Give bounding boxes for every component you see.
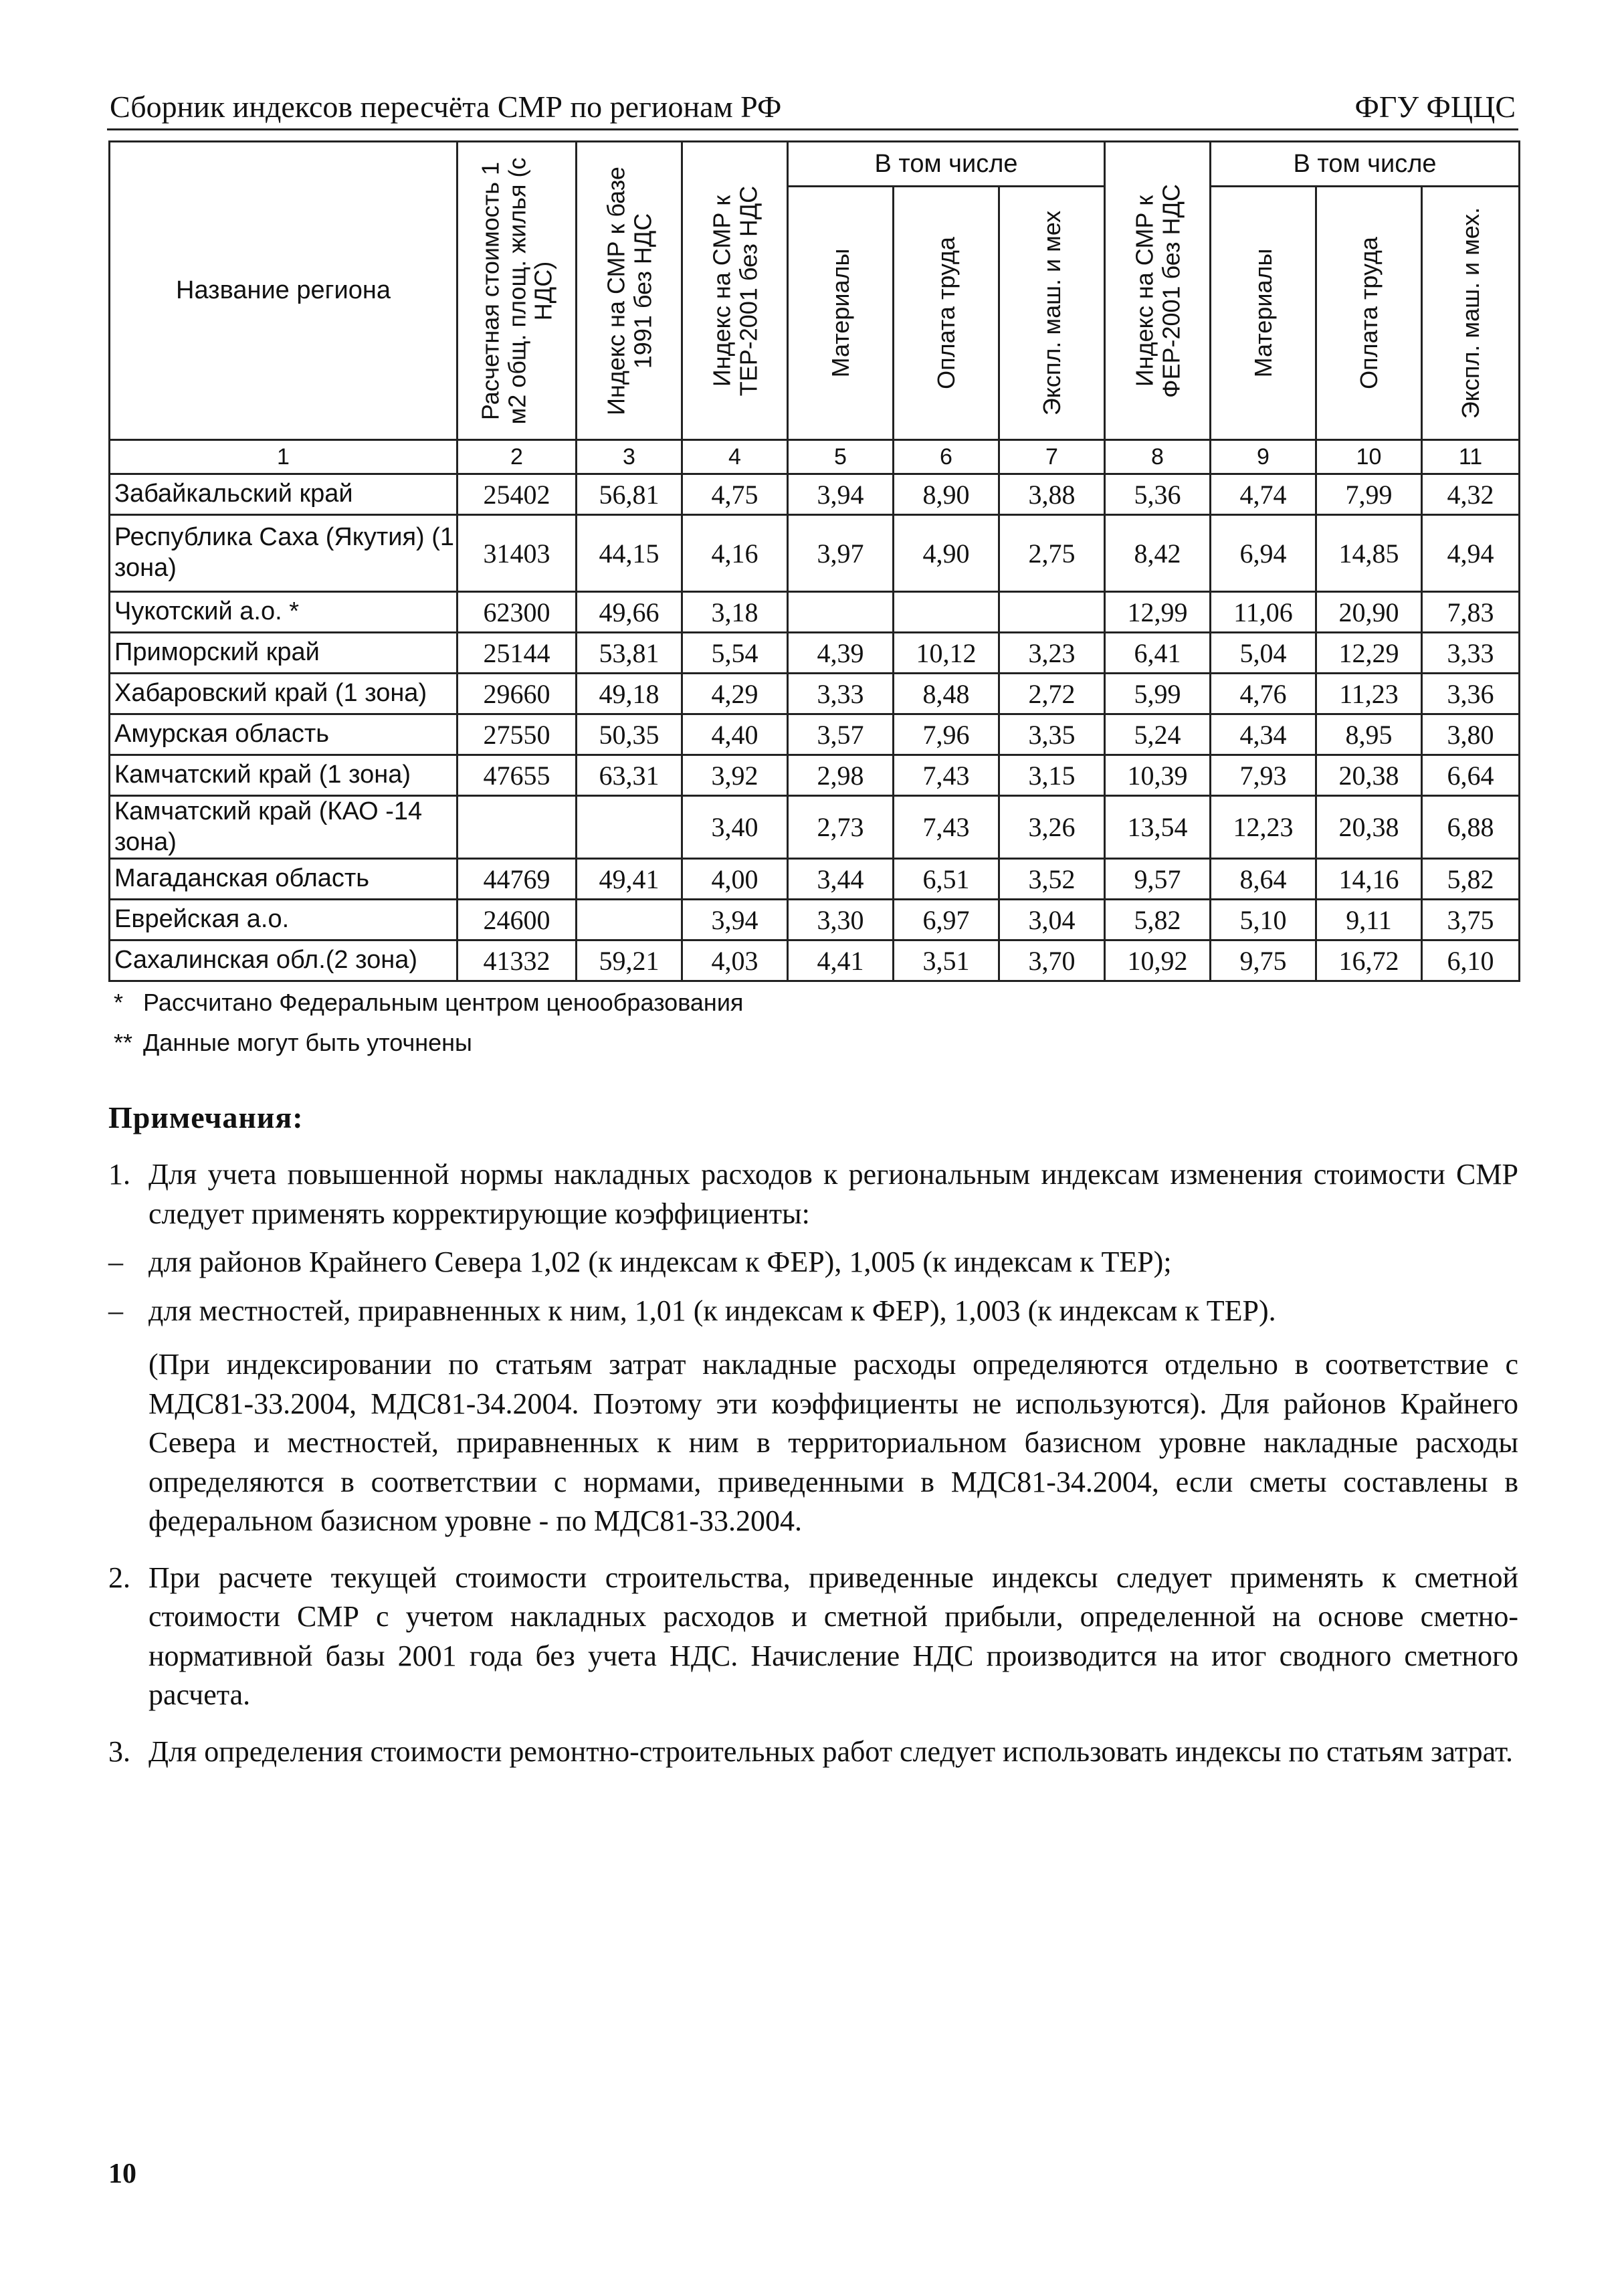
note-dash-item: – для районов Крайнего Севера 1,02 (к индексам к ФЕР), 1,005 (к индексам к ТЕР); bbox=[108, 1243, 1518, 1282]
footnote bbox=[114, 989, 743, 1017]
table-cell: 8,90 bbox=[894, 474, 999, 515]
table-row bbox=[110, 515, 1520, 592]
table-cell: 41332 bbox=[458, 940, 577, 981]
table-cell: 9,75 bbox=[1211, 940, 1316, 981]
col-number: 11 bbox=[1422, 440, 1520, 474]
notes-title: Примечания: bbox=[108, 1100, 304, 1134]
col-number: 2 bbox=[458, 440, 577, 474]
table-cell: 14,85 bbox=[1316, 515, 1422, 592]
table-cell: 9,57 bbox=[1105, 859, 1211, 900]
note-1-text: Для учета повышенной нормы накладных расходов к региональным индексам изменения стоимости СМР следует применять корректирующие коэффициенты: bbox=[148, 1158, 1518, 1230]
table-cell: 4,39 bbox=[788, 633, 894, 674]
table-cell: 3,18 bbox=[682, 592, 788, 633]
table-cell: 4,29 bbox=[682, 674, 788, 714]
table-cell: 4,41 bbox=[788, 940, 894, 981]
footnote bbox=[114, 1029, 743, 1057]
note-item: 2. При расчете текущей стоимости строительства, приведенные индексы следует применять к сметной стоимости СМР с учетом накладных расходов и сметной прибыли, определенной на основе сметно-нормативной базы 2001 года без учета НДС. Начисление НДС производится на итог сводного сметного расчета. bbox=[108, 1559, 1518, 1715]
header-cost-m2: Расчетная стоимость 1 м2 общ. площ. жилья (с НДС) bbox=[458, 142, 577, 440]
table-cell: 7,96 bbox=[894, 714, 999, 755]
table-cell: 7,43 bbox=[894, 755, 999, 796]
region-name: Амурская область bbox=[110, 714, 458, 755]
table-cell: 14,16 bbox=[1316, 859, 1422, 900]
table-cell: 49,66 bbox=[577, 592, 682, 633]
table-cell: 5,82 bbox=[1422, 859, 1520, 900]
table-cell bbox=[458, 796, 577, 859]
table-cell: 7,93 bbox=[1211, 755, 1316, 796]
table-cell: 3,80 bbox=[1422, 714, 1520, 755]
table-cell bbox=[788, 592, 894, 633]
table-cell: 24600 bbox=[458, 900, 577, 940]
table-cell: 11,06 bbox=[1211, 592, 1316, 633]
col-number: 5 bbox=[788, 440, 894, 474]
region-name: Магаданская область bbox=[110, 859, 458, 900]
table-cell bbox=[999, 592, 1105, 633]
table-cell: 4,74 bbox=[1211, 474, 1316, 515]
table-cell: 2,75 bbox=[999, 515, 1105, 592]
table-cell: 3,04 bbox=[999, 900, 1105, 940]
table-cell: 5,82 bbox=[1105, 900, 1211, 940]
region-name: Камчатский край (КАО -14 зона) bbox=[110, 796, 458, 859]
footnotes bbox=[114, 989, 743, 1069]
table-cell: 10,92 bbox=[1105, 940, 1211, 981]
table-cell: 59,21 bbox=[577, 940, 682, 981]
table-cell: 20,90 bbox=[1316, 592, 1422, 633]
table-cell: 4,40 bbox=[682, 714, 788, 755]
region-name: Чукотский а.о. * bbox=[110, 592, 458, 633]
table-cell: 13,54 bbox=[1105, 796, 1211, 859]
table-cell: 7,99 bbox=[1316, 474, 1422, 515]
col-number: 10 bbox=[1316, 440, 1422, 474]
table-cell: 3,26 bbox=[999, 796, 1105, 859]
table-cell: 6,64 bbox=[1422, 755, 1520, 796]
table-cell: 10,39 bbox=[1105, 755, 1211, 796]
table-cell: 5,04 bbox=[1211, 633, 1316, 674]
table-cell: 5,99 bbox=[1105, 674, 1211, 714]
table-cell: 5,10 bbox=[1211, 900, 1316, 940]
col-number: 3 bbox=[577, 440, 682, 474]
note-paragraph: (При индексировании по статьям затрат накладные расходы определяются отдельно в соответствие с МДС81-33.2004, МДС81-34.2004. Поэтому эти коэффициенты не используются). Для районов Крайнего Севера и местностей, приравненных к ним в территориальном базисном уровне накладные расходы определяются в соответствии с нормами, приведенными в МДС81-34.2004, если сметы составлены в федеральном базисном уровне - по МДС81-33.2004. bbox=[148, 1348, 1518, 1538]
header-index-1991: Индекс на СМР к базе 1991 без НДС bbox=[577, 142, 682, 440]
table-cell: 5,36 bbox=[1105, 474, 1211, 515]
table-cell: 3,35 bbox=[999, 714, 1105, 755]
note-item: 3. Для определения стоимости ремонтно-строительных работ следует использовать индексы по статьям затрат. bbox=[108, 1732, 1518, 1772]
footnote-text: Данные могут быть уточнены bbox=[143, 1029, 472, 1056]
table-cell: 4,94 bbox=[1422, 515, 1520, 592]
table-cell: 3,52 bbox=[999, 859, 1105, 900]
region-header: Название региона bbox=[110, 142, 458, 440]
region-name: Забайкальский край bbox=[110, 474, 458, 515]
table-cell: 6,41 bbox=[1105, 633, 1211, 674]
table-cell: 3,36 bbox=[1422, 674, 1520, 714]
table-cell: 6,94 bbox=[1211, 515, 1316, 592]
table-cell: 4,03 bbox=[682, 940, 788, 981]
table-cell: 29660 bbox=[458, 674, 577, 714]
col-number: 9 bbox=[1211, 440, 1316, 474]
table-cell: 3,57 bbox=[788, 714, 894, 755]
table-cell: 3,44 bbox=[788, 859, 894, 900]
group-header-fer: В том числе bbox=[1211, 142, 1520, 187]
header-labor-ter: Оплата труда bbox=[894, 187, 999, 440]
table-cell: 3,33 bbox=[1422, 633, 1520, 674]
footnote-text: Рассчитано Федеральным центром ценообразования bbox=[143, 989, 744, 1016]
index-table bbox=[108, 140, 1520, 982]
col-number: 8 bbox=[1105, 440, 1211, 474]
header-index-ter: Индекс на СМР к ТЕР-2001 без НДС bbox=[682, 142, 788, 440]
column-number-row bbox=[110, 440, 1520, 474]
table-cell: 3,30 bbox=[788, 900, 894, 940]
table-cell: 8,42 bbox=[1105, 515, 1211, 592]
table-cell: 2,98 bbox=[788, 755, 894, 796]
table-cell: 4,00 bbox=[682, 859, 788, 900]
table-cell: 4,34 bbox=[1211, 714, 1316, 755]
table-cell: 44,15 bbox=[577, 515, 682, 592]
table-row bbox=[110, 592, 1520, 633]
note-3-text: Для определения стоимости ремонтно-строительных работ следует использовать индексы по статьям затрат. bbox=[148, 1734, 1513, 1768]
table-cell: 3,94 bbox=[788, 474, 894, 515]
table-cell: 3,94 bbox=[682, 900, 788, 940]
table-cell: 5,54 bbox=[682, 633, 788, 674]
col-number: 1 bbox=[110, 440, 458, 474]
region-name: Республика Саха (Якутия) (1 зона) bbox=[110, 515, 458, 592]
table-cell: 49,41 bbox=[577, 859, 682, 900]
table-row bbox=[110, 755, 1520, 796]
table-cell: 4,32 bbox=[1422, 474, 1520, 515]
table-cell: 56,81 bbox=[577, 474, 682, 515]
table-row bbox=[110, 474, 1520, 515]
table-cell: 12,29 bbox=[1316, 633, 1422, 674]
footnote-mark: ** bbox=[114, 1029, 133, 1056]
table-cell: 10,12 bbox=[894, 633, 999, 674]
col-number: 7 bbox=[999, 440, 1105, 474]
page-number: 10 bbox=[108, 2159, 136, 2189]
table-cell: 25144 bbox=[458, 633, 577, 674]
table-cell: 49,18 bbox=[577, 674, 682, 714]
table-cell: 62300 bbox=[458, 592, 577, 633]
table-cell: 3,75 bbox=[1422, 900, 1520, 940]
table-cell: 50,35 bbox=[577, 714, 682, 755]
note-2-text: При расчете текущей стоимости строительства, приведенные индексы следует применять к сметной стоимости СМР с учетом накладных расходов и сметной прибыли, определенной на основе сметно-нормативной базы 2001 года без учета НДС. Начисление НДС производится на итог сводного сметного расчета. bbox=[148, 1561, 1518, 1712]
table-cell: 4,16 bbox=[682, 515, 788, 592]
table-row bbox=[110, 859, 1520, 900]
table-cell: 63,31 bbox=[577, 755, 682, 796]
table-row bbox=[110, 796, 1520, 859]
col-number: 4 bbox=[682, 440, 788, 474]
table-cell bbox=[577, 900, 682, 940]
region-name: Камчатский край (1 зона) bbox=[110, 755, 458, 796]
region-name: Еврейская а.о. bbox=[110, 900, 458, 940]
note-dash-1: для районов Крайнего Севера 1,02 (к индексам к ФЕР), 1,005 (к индексам к ТЕР); bbox=[148, 1246, 1172, 1279]
table-cell: 12,99 bbox=[1105, 592, 1211, 633]
table-cell bbox=[894, 592, 999, 633]
region-name: Приморский край bbox=[110, 633, 458, 674]
table-cell: 3,51 bbox=[894, 940, 999, 981]
table-cell: 9,11 bbox=[1316, 900, 1422, 940]
table-cell: 4,90 bbox=[894, 515, 999, 592]
table-cell: 2,73 bbox=[788, 796, 894, 859]
page-header bbox=[107, 79, 1518, 130]
header-machines-ter: Экспл. маш. и мех bbox=[999, 187, 1105, 440]
table-cell: 3,40 bbox=[682, 796, 788, 859]
table-cell: 3,15 bbox=[999, 755, 1105, 796]
table-cell: 31403 bbox=[458, 515, 577, 592]
table-cell: 8,64 bbox=[1211, 859, 1316, 900]
header-machines-fer: Экспл. маш. и мех. bbox=[1422, 187, 1520, 440]
note-dash-item: – для местностей, приравненных к ним, 1,01 (к индексам к ФЕР), 1,003 (к индексам к ТЕР). bbox=[108, 1292, 1518, 1331]
table-cell: 6,10 bbox=[1422, 940, 1520, 981]
table-cell: 5,24 bbox=[1105, 714, 1211, 755]
table-cell: 20,38 bbox=[1316, 796, 1422, 859]
table-cell: 8,95 bbox=[1316, 714, 1422, 755]
table-cell: 3,92 bbox=[682, 755, 788, 796]
note-dash-2: для местностей, приравненных к ним, 1,01 (к индексам к ФЕР), 1,003 (к индексам к ТЕР). bbox=[148, 1294, 1276, 1327]
header-index-fer: Индекс на СМР к ФЕР-2001 без НДС bbox=[1105, 142, 1211, 440]
table-cell: 20,38 bbox=[1316, 755, 1422, 796]
header-org: ФГУ ФЦЦС bbox=[1354, 90, 1516, 124]
table-cell: 3,70 bbox=[999, 940, 1105, 981]
table-cell: 4,75 bbox=[682, 474, 788, 515]
footnote-mark: * bbox=[114, 989, 124, 1016]
header-title: Сборник индексов пересчёта СМР по регионам РФ bbox=[110, 90, 782, 124]
table-cell bbox=[577, 796, 682, 859]
table-cell: 3,88 bbox=[999, 474, 1105, 515]
table-row bbox=[110, 940, 1520, 981]
note-item: 1. Для учета повышенной нормы накладных расходов к региональным индексам изменения стоимости СМР следует применять корректирующие коэффициенты: bbox=[108, 1155, 1518, 1233]
header-materials-ter: Материалы bbox=[788, 187, 894, 440]
table-cell: 16,72 bbox=[1316, 940, 1422, 981]
table-cell: 3,23 bbox=[999, 633, 1105, 674]
table-cell: 12,23 bbox=[1211, 796, 1316, 859]
table-cell: 11,23 bbox=[1316, 674, 1422, 714]
table-cell: 4,76 bbox=[1211, 674, 1316, 714]
region-name: Сахалинская обл.(2 зона) bbox=[110, 940, 458, 981]
table-cell: 53,81 bbox=[577, 633, 682, 674]
table-cell: 3,97 bbox=[788, 515, 894, 592]
table-cell: 2,72 bbox=[999, 674, 1105, 714]
table-cell: 8,48 bbox=[894, 674, 999, 714]
header-materials-fer: Материалы bbox=[1211, 187, 1316, 440]
table-row bbox=[110, 900, 1520, 940]
notes-section bbox=[108, 1097, 1518, 1781]
table-row bbox=[110, 714, 1520, 755]
region-name: Хабаровский край (1 зона) bbox=[110, 674, 458, 714]
table-cell: 6,88 bbox=[1422, 796, 1520, 859]
col-number: 6 bbox=[894, 440, 999, 474]
group-header-ter: В том числе bbox=[788, 142, 1105, 187]
table-cell: 3,33 bbox=[788, 674, 894, 714]
table-row bbox=[110, 674, 1520, 714]
table-cell: 27550 bbox=[458, 714, 577, 755]
table-cell: 7,43 bbox=[894, 796, 999, 859]
table-cell: 47655 bbox=[458, 755, 577, 796]
table-cell: 44769 bbox=[458, 859, 577, 900]
table-row bbox=[110, 633, 1520, 674]
table-cell: 7,83 bbox=[1422, 592, 1520, 633]
table-cell: 6,51 bbox=[894, 859, 999, 900]
table-cell: 6,97 bbox=[894, 900, 999, 940]
header-labor-fer: Оплата труда bbox=[1316, 187, 1422, 440]
table-cell: 25402 bbox=[458, 474, 577, 515]
